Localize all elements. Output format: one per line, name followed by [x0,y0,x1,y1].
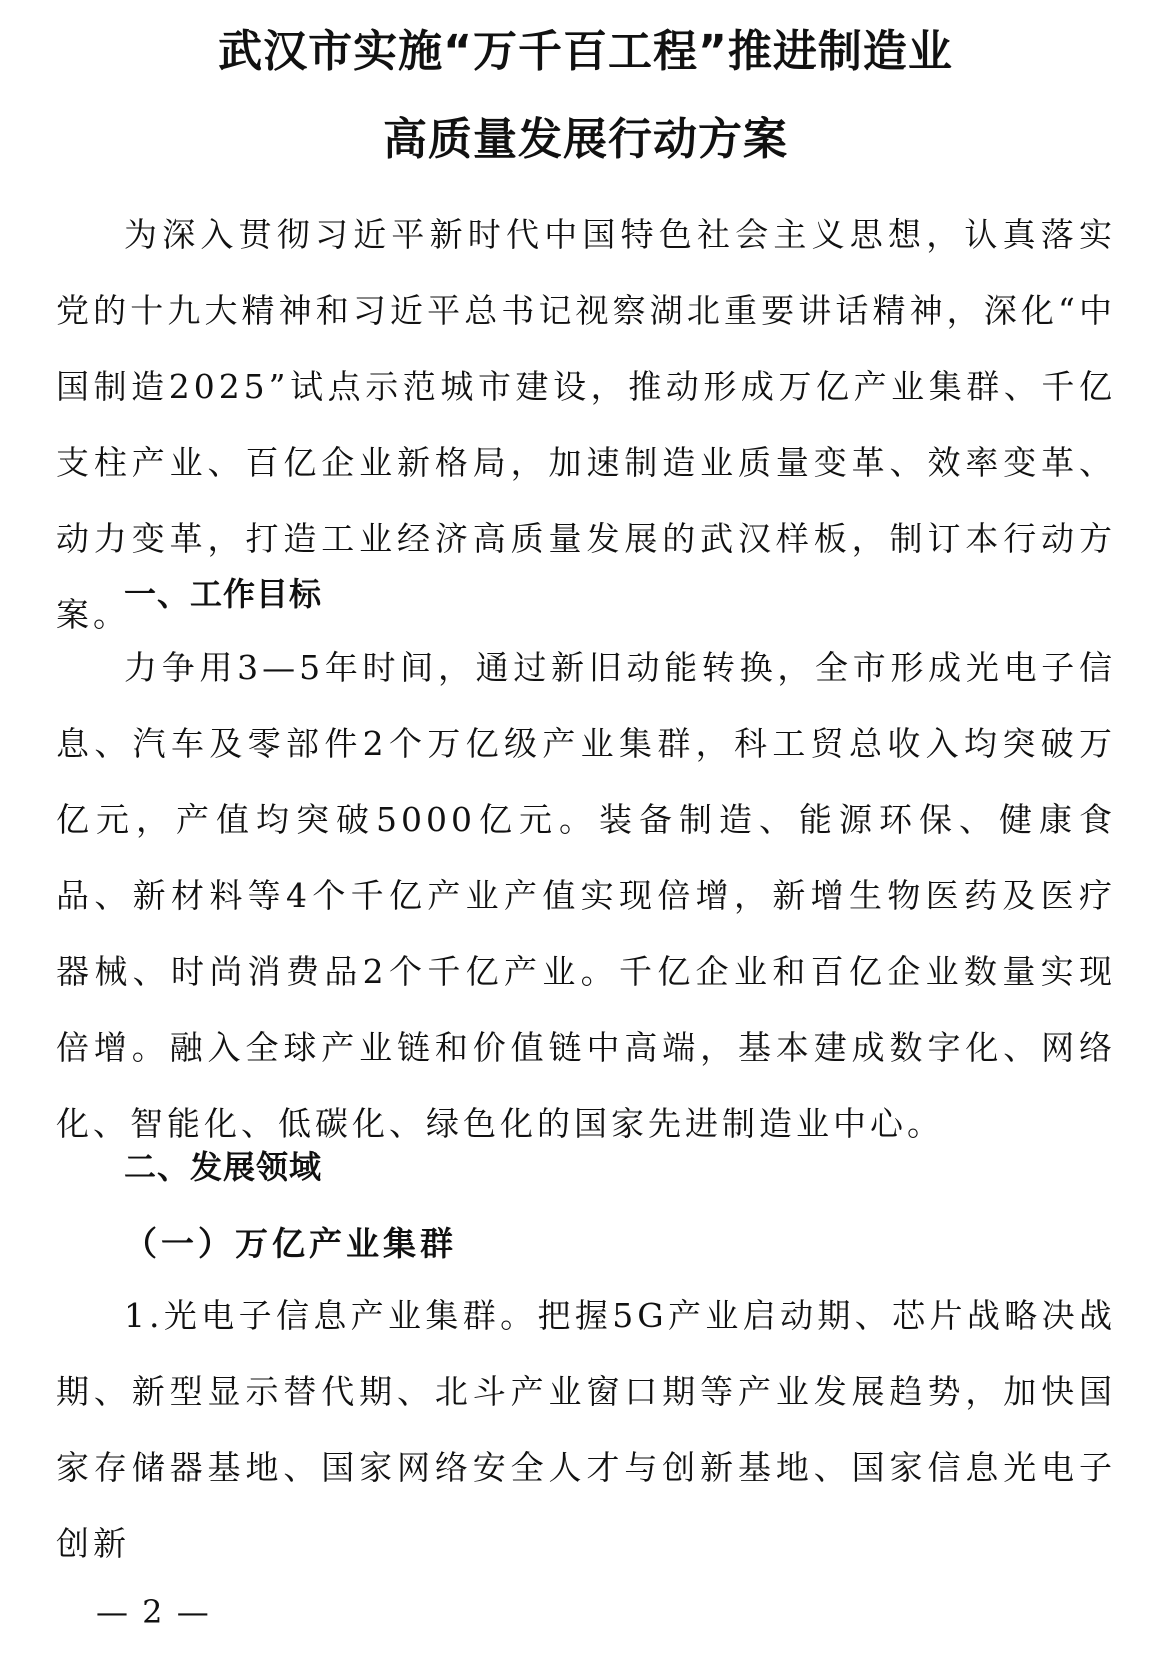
intro-paragraph: 为深入贯彻习近平新时代中国特色社会主义思想，认真落实党的十九大精神和习近平总书记视察湖北重要讲话精神，深化“中国制造2025”试点示范城市建设，推动形成万亿产业集群、千亿支柱产业、百亿企业新格局，加速制造业质量变革、效率变革、动力变革，打造工业经济高质量发展的武汉样板，制订本行动方案。 [56,215,1116,634]
document-title-line-2: 高质量发展行动方案 [383,114,788,165]
section-2-item-1-paragraph: 1.光电子信息产业集群。把握5G产业启动期、芯片战略决战期、新型显示替代期、北斗产业窗口期等产业发展趋势，加快国家存储器基地、国家网络安全人才与创新基地、国家信息光电子创新 [56,1296,1116,1563]
section-1-heading: 一、工作目标 [124,575,323,613]
section-2-heading: 二、发展领域 [124,1148,323,1186]
page-number: — 2 — [96,1593,211,1631]
section-1-paragraph: 力争用3—5年时间，通过新旧动能转换，全市形成光电子信息、汽车及零部件2个万亿级产业集群，科工贸总收入均突破万亿元，产值均突破5000亿元。装备制造、能源环保、健康食品、新材料等4个千亿产业产值实现倍增，新增生物医药及医疗器械、时尚消费品2个千亿产业。千亿企业和百亿企业数量实现倍增。融入全球产业链和价值链中高端，基本建成数字化、网络化、智能化、低碳化、绿色化的国家先进制造业中心。 [56,648,1116,1143]
section-2-subheading-1: （一）万亿产业集群 [124,1224,457,1263]
document-title-line-1: 武汉市实施“万千百工程”推进制造业 [218,26,953,77]
